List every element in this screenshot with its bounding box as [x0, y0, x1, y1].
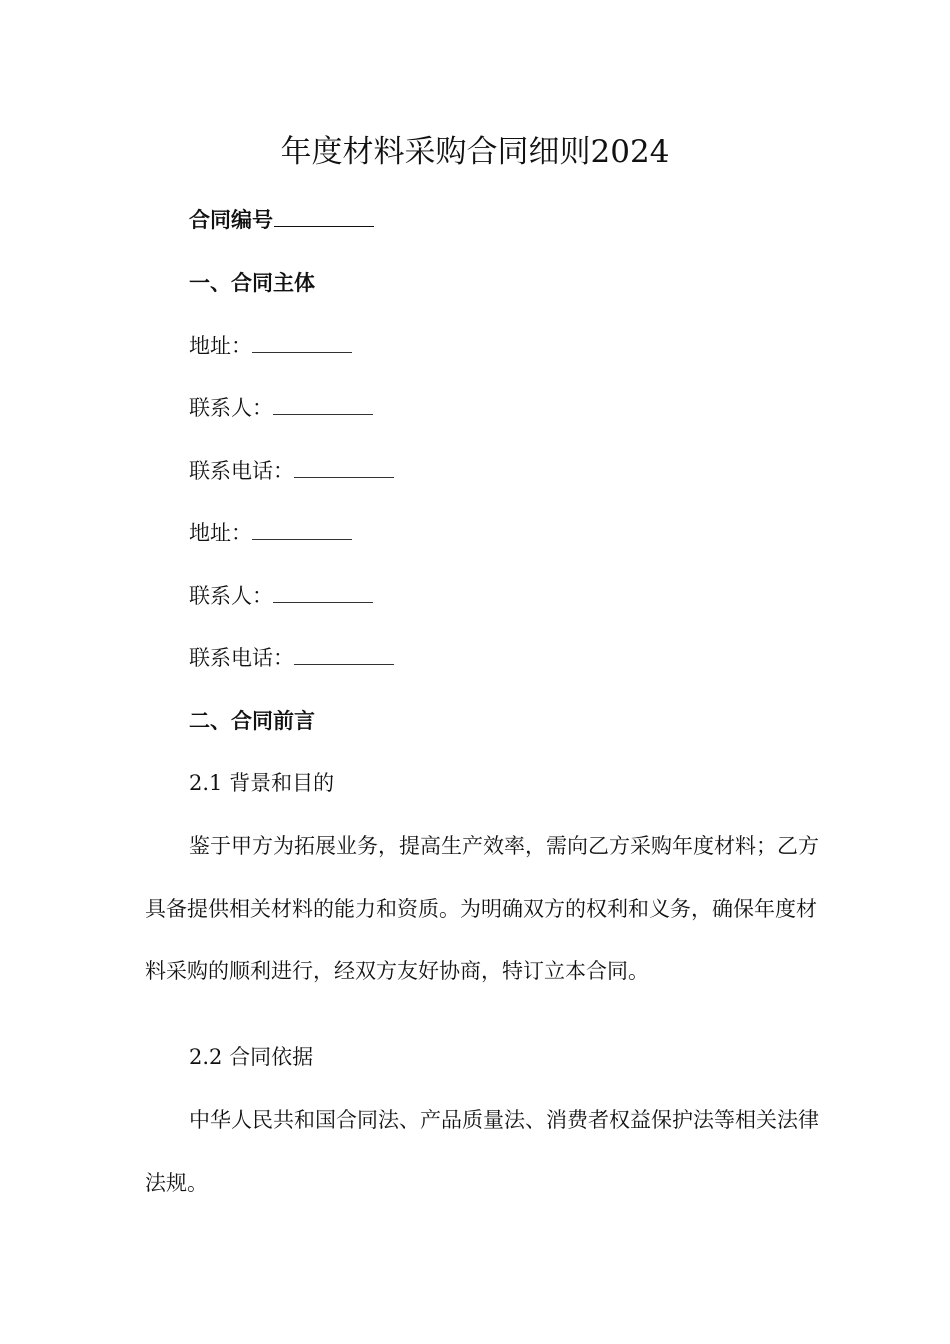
section-2-heading: 二、合同前言: [189, 709, 315, 733]
party-a-address-blank[interactable]: [252, 334, 352, 353]
party-b-address-blank[interactable]: [252, 521, 352, 540]
field-label: 地址：: [189, 334, 252, 358]
subsection-2-1-heading: 2.1 背景和目的: [189, 771, 335, 795]
party-b-contact-blank[interactable]: [273, 584, 373, 603]
field-label: 联系人：: [189, 396, 273, 420]
field-label: 联系电话：: [189, 646, 294, 670]
party-b-contact-line: [189, 581, 373, 611]
field-label: 联系人：: [189, 584, 273, 608]
contract-number-line: [189, 205, 374, 235]
party-b-phone-line: [189, 643, 394, 673]
party-a-address-line: [189, 331, 352, 361]
field-label: 联系电话：: [189, 459, 294, 483]
contract-number-blank[interactable]: [274, 206, 374, 227]
subsection-2-2-heading: 2.2 合同依据: [189, 1045, 314, 1069]
document-title: 年度材料采购合同细则2024: [280, 134, 670, 170]
party-b-phone-blank[interactable]: [294, 646, 394, 665]
contract-number-label: 合同编号: [189, 208, 273, 232]
party-a-contact-line: [189, 393, 373, 423]
party-a-phone-blank[interactable]: [294, 459, 394, 478]
party-a-contact-blank[interactable]: [273, 396, 373, 415]
basis-paragraph: 中华人民共和国合同法、产品质量法、消费者权益保护法等相关法律法规。: [145, 1108, 819, 1195]
party-b-address-line: [189, 518, 352, 548]
background-paragraph: 鉴于甲方为拓展业务，提高生产效率，需向乙方采购年度材料；乙方具备提供相关材料的能力和资质。为明确双方的权利和义务，确保年度材料采购的顺利进行，经双方友好协商，特订立本合同。: [145, 834, 819, 983]
section-1-heading: 一、合同主体: [189, 271, 315, 295]
field-label: 地址：: [189, 521, 252, 545]
party-a-phone-line: [189, 456, 394, 486]
